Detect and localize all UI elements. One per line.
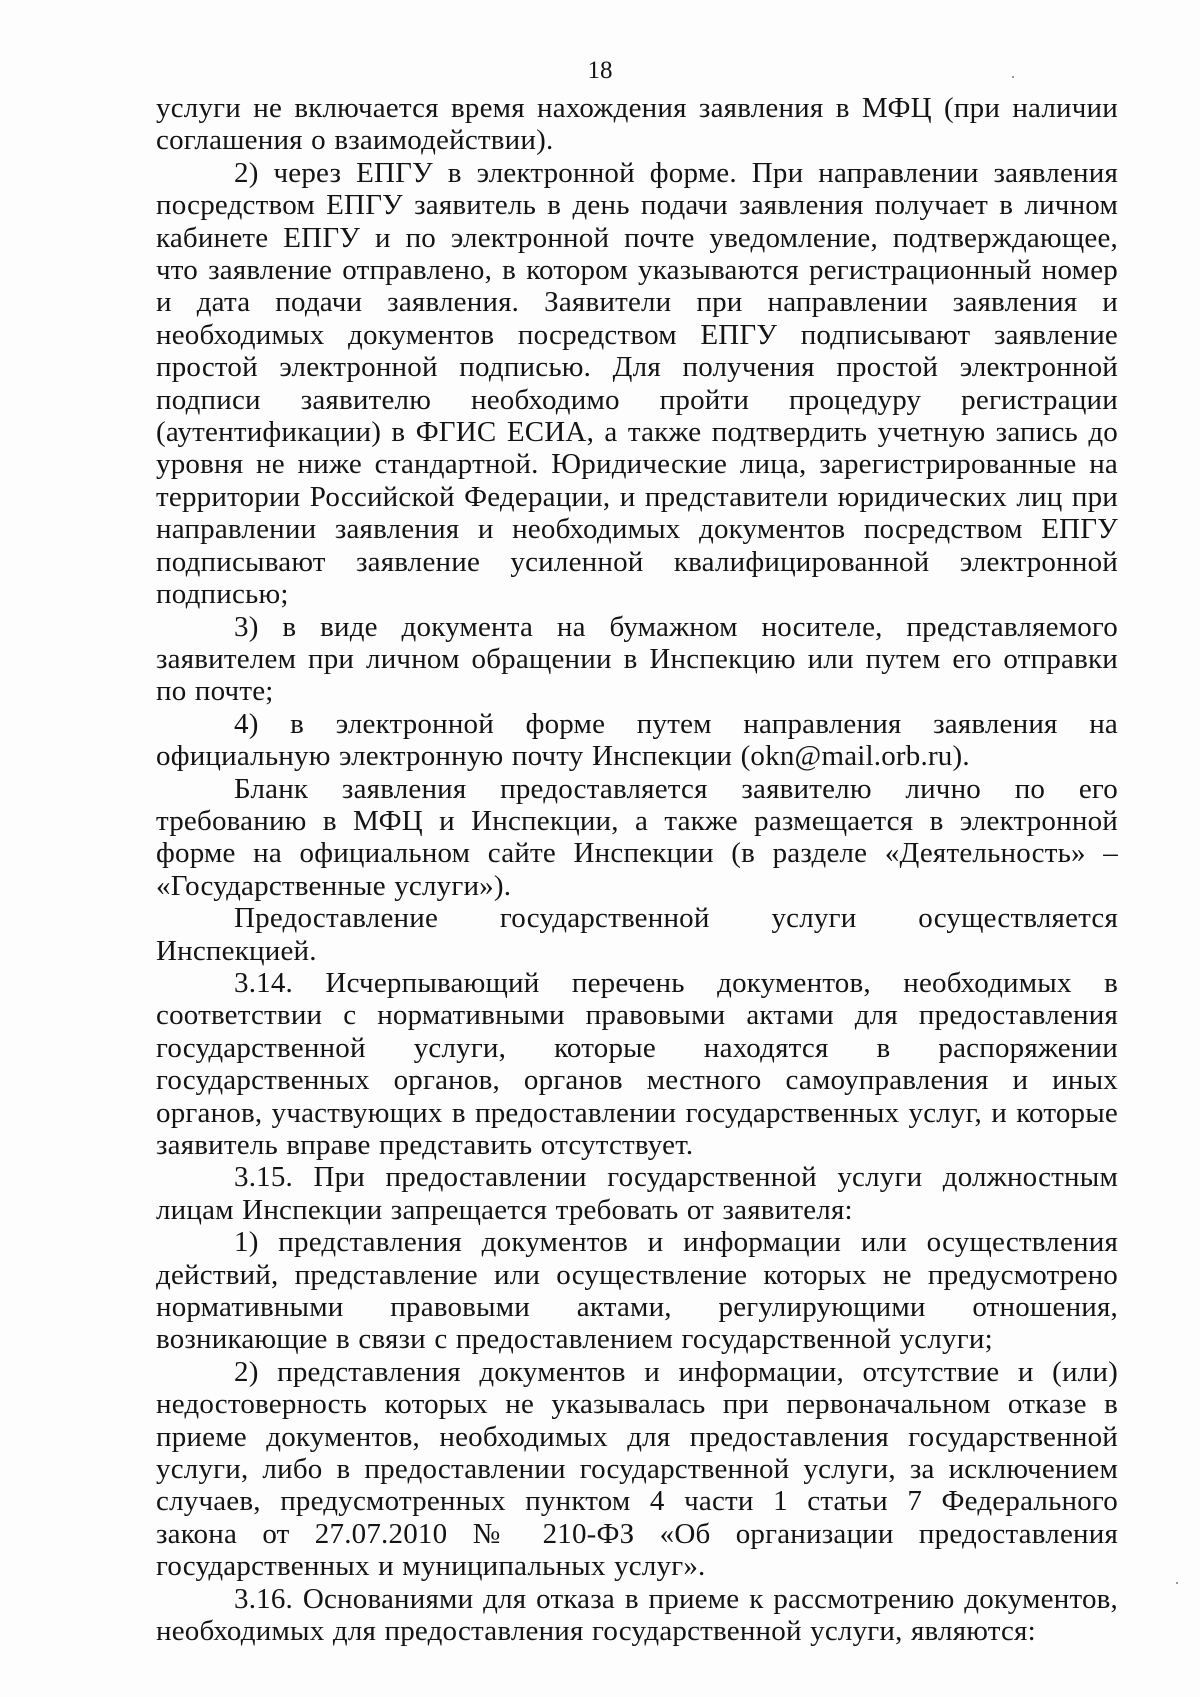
paragraph-3-15-item-1: 1) представления документов и информации или осуществления действий, представление или осуществление которых не предусмотрено нормативными правовыми актами, регулирующими отношения, возникающие в связи с предоставлением государственной услуги; <box>156 1226 1118 1356</box>
page-number: 18 <box>587 57 613 84</box>
scan-speck <box>1012 76 1014 78</box>
scan-speck <box>1176 1582 1178 1584</box>
paragraph-section-3-16: 3.16. Основаниями для отказа в приеме к рассмотрению документов, необходимых для предоставления государственной услуги, являются: <box>156 1582 1118 1648</box>
paragraph-item-2-epgu: 2) через ЕПГУ в электронной форме. При направлении заявления посредством ЕПГУ заявитель в день подачи заявления получает в личном кабинете ЕПГУ и по электронной почте уведомление, подтверждающее, что заявление отправлено, в котором указываются регистрационный номер и дата подачи заявления. Заявители при направлении заявления и необходимых документов посредством ЕПГУ подписывают заявление простой электронной подписью. Для получения простой электронной подписи заявителю необходимо пройти процедуру регистрации (аутентификации) в ФГИС ЕСИА, а также подтвердить учетную запись до уровня не ниже стандартной. Юридические лица, зарегистрированные на территории Российской Федерации, и представители юридических лиц при направлении заявления и необходимых документов посредством ЕПГУ подписывают заявление усиленной квалифицированной электронной подписью; <box>156 156 1118 611</box>
paragraph-3-15-item-2: 2) представления документов и информации, отсутствие и (или) недостоверность которых не указывалась при первоначальном отказе в приеме документов, необходимых для предоставления государственной услуги, либо в предоставлении государственной услуги, за исключением случаев, предусмотренных пунктом 4 части 1 статьи 7 Федерального закона от 27.07.2010 № 210-ФЗ «Об организации предоставления государственных и муниципальных услуг». <box>156 1355 1118 1583</box>
paragraph-continuation: услуги не включается время нахождения заявления в МФЦ (при наличии соглашения о взаимодействии). <box>156 92 1118 157</box>
document-body <box>156 92 1118 1648</box>
paragraph-application-form: Бланк заявления предоставляется заявителю лично по его требованию в МФЦ и Инспекции, а также размещается в электронной форме на официальном сайте Инспекции (в разделе «Деятельность» – «Государственные услуги»). <box>156 772 1118 902</box>
paragraph-section-3-15: 3.15. При предоставлении государственной услуги должностным лицам Инспекции запрещается требовать от заявителя: <box>156 1161 1118 1226</box>
paragraph-service-provider: Предоставление государственной услуги осуществляется Инспекцией. <box>156 902 1118 967</box>
paragraph-section-3-14: 3.14. Исчерпывающий перечень документов, необходимых в соответствии с нормативными правовыми актами для предоставления государственной услуги, которые находятся в распоряжении государственных органов, органов местного самоуправления и иных органов, участвующих в предоставлении государственных услуг, и которые заявитель вправе представить отсутствует. <box>156 966 1118 1161</box>
paragraph-item-3-paper: 3) в виде документа на бумажном носителе, представляемого заявителем при личном обращении в Инспекцию или путем его отправки по почте; <box>156 610 1118 708</box>
paragraph-item-4-email: 4) в электронной форме путем направления заявления на официальную электронную почту Инспекции (okn@mail.orb.ru). <box>156 707 1118 773</box>
